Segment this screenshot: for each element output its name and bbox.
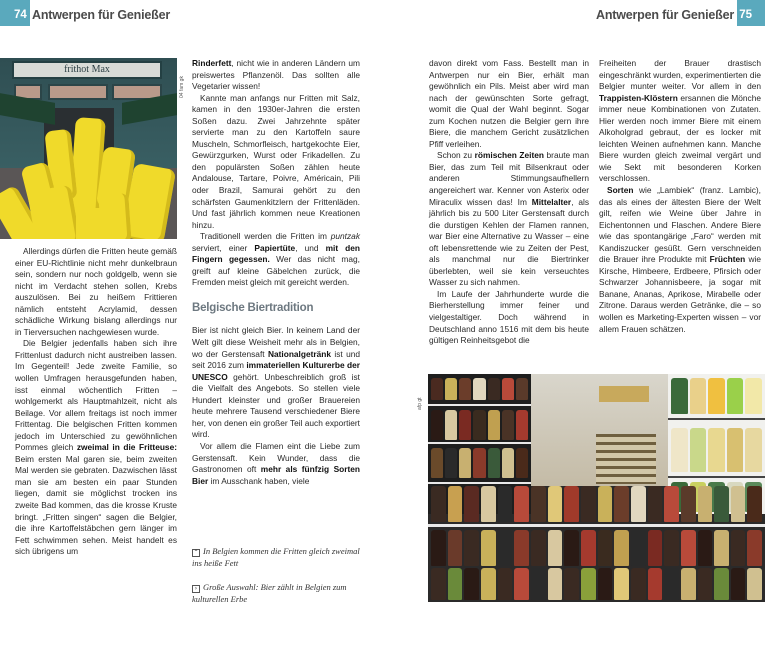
umbrella	[0, 93, 55, 125]
paragraph: davon direkt vom Fass. Bestellt man in Antwerpen nur ein Bier, erhält man gewöhnlich ein Pils. Meist aber wird man nach der gewünschten Sorte gefragt, womit die Qual der Wahl beginnt. Sogar zum Kochen nutzen die Belgier gern ihre Biere, die manchem Gericht zusätzlichen Pfiff verleihen.	[429, 58, 589, 149]
paragraph: Traditionell werden die Fritten im puntzak serviert, einer Papiertüte, und mit den Fingern gegessen. Wer das nicht mag, greift auf kleine Gäbelchen zurück, die Fremden meist gleich mit gereicht werden.	[192, 231, 360, 288]
running-head-right: Antwerpen für Genießer	[596, 8, 734, 22]
caption-beer: › Große Auswahl: Bier zählt in Belgien zum kulturellen Erbe	[192, 582, 347, 604]
paragraph: Im Laufe der Jahrhunderte wurde die Bierherstellung immer feiner und vielgestaltiger. Doch während in Deutschland anno 1516 mit dem bis heute gültigen Reinheitsgebot die	[429, 288, 589, 346]
paragraph: Rinderfett, nicht wie in anderen Ländern um preiswertes Pflanzenöl. Das sollten alle Vegetarier wissen!	[192, 58, 360, 92]
arrow-right-box-icon: ›	[192, 585, 200, 593]
fry-sculpture	[98, 193, 131, 239]
bottom-bottle-row	[428, 568, 765, 600]
shop-window	[48, 84, 108, 100]
page-number-left: 74	[14, 9, 27, 21]
paragraph: Die Belgier jedenfalls haben sich ihre Frittenlust dadurch nicht austreiben lassen. Im Gegenteil! Jede zweite Familie, so wollen Umfragen herausgefunden haben, isst einmal wöchentlich Fritten – wohlgemerkt als Hauptmahlzeit, nicht als Beilage. Vor allem freitags ist noch immer Frittentag. Die belgischen Fritten kommen jedoch im Unterschied zu gewöhnlichen Pommes gleich zweimal in die Fritteuse: Beim ersten Mal garen sie, beim zweiten Mal werden sie gebraten. Dazwischen lässt man sie am besten ein paar Stunden liegen, damit sie möglichst trocken ins zweite Bad kommen, das die krosse Kruste bringt. „Fritten singen“ sagen die Belgier, die ihre Kartoffelstäbchen gern länger im Fett schwimmen sehen. Meist handelt es sich übrigens um	[15, 338, 177, 557]
beer-shop-photo	[428, 374, 765, 602]
ceiling-light	[599, 386, 649, 402]
paragraph: Sorten wie „Lambiek“ (franz. Lambic), das als eines der ältesten Biere der Welt gilt, reifen wie Weine über Jahre in Eichentonnen und Flaschen. Andere Biere wie das spontangärige „Faro“ werden mit Kandiszucker gesüßt. Gern verschneiden die Brauer ihre Produkte mit Früchten wie Kirsche, Himbeere, Erdbeere, Pfirsich oder Schwarzer Johannisbeere, ja sogar mit Banane, Ananas, Aprikose, Mirabelle oder Zitrone. Daraus werden Getränke, die – so wollen es Marketing-Experten wissen – vor allem Frauen schätzen.	[599, 185, 761, 334]
page-number-right: 75	[739, 9, 752, 21]
section-heading: Belgische Biertradition	[192, 301, 314, 314]
arrow-up-box-icon: ⌃	[193, 549, 199, 556]
caption-fries: ⌃ In Belgien kommen die Fritten gleich zweimal ins heiße Fett	[192, 546, 360, 568]
fries-photo	[0, 58, 177, 239]
paragraph: Kannte man anfangs nur Fritten mit Salz, kamen in den 1930er-Jahren die ersten Soßen dazu. Zwei Jahrzehnte später servierte man zu den Kartoffeln saure Muscheln, Schmorfleisch, hartgekochte Eier, Gewürzgurken, Wurst oder Frikadellen. Zu den populärsten Soßen zählen heute Andalouse, Tartare, Poivre, Américain, Pili oder Brazil, Samurai gehört zu den schärfsten Gaumenkitzlern der Frittenläden. Und fast jährlich kommen neue Kreationen hinzu.	[192, 92, 360, 230]
shop-sign: frithot Max	[12, 61, 162, 79]
text-column-1	[15, 246, 177, 558]
paragraph: Vor allem die Flamen eint die Liebe zum Gerstensaft. Kein Wunder, dass die Gastronomen oft mehr als fünfzig Sorten Bier im Ausschank haben, viele	[192, 440, 361, 486]
store-interior	[531, 374, 668, 486]
text-column-3	[429, 58, 589, 347]
text-column-4	[599, 58, 761, 335]
lower-bottle-row	[428, 530, 765, 566]
photo-credit: 04 fam gk	[179, 76, 185, 98]
back-shelves	[596, 434, 656, 484]
paragraph: Allerdings dürfen die Fritten heute gemäß einer EU-Richtlinie nicht mehr dunkelbraun sein, sondern nur noch goldgelb, wenn sie nicht im Verdacht stehen sollen, Krebs auszulösen. Bei zu heißem Frittieren nämlich entsteht Acrylamid, dessen schädliche Wirkung bislang allerdings nur in Tierversuchen nachgewiesen wurde.	[15, 246, 177, 337]
running-head-left: Antwerpen für Genießer	[32, 8, 170, 22]
photo-credit: afp gt	[417, 397, 423, 410]
middle-bottle-row	[428, 486, 765, 522]
photo-captions	[192, 545, 360, 617]
paragraph: Freiheiten der Brauer drastisch eingeschränkt wurden, experimentierten die Belgier munter weiter. Vor allem in den Trappisten-Klöstern ersannen die Mönche immer neue Kombinationen von Zutaten. Hier werden noch immer Biere mit einem Alkoholgrad gebraut, der es locker mit leichten Weinen aufnehmen kann. Manche Biere wurden gleich zweimal vergärt und wie Sekt mit besonderen Korken verschlossen.	[599, 58, 761, 184]
text-column-2	[192, 58, 360, 487]
paragraph: Bier ist nicht gleich Bier. In keinem Land der Welt gilt diese Weisheit mehr als in Belgien, wo der Gerstensaft Nationalgetränk ist und seit 2016 zum immateriellen Kulturerbe der UNESCO gehört. Unbeschreiblich groß ist die Vielfalt des Angebots. So stellen viele Hundert kleinster und großer Brauereien heute mehrere Tausend verschiedener Biere her, von denen ein großer Teil auch exportiert wird.	[192, 325, 361, 440]
paragraph: Schon zu römischen Zeiten braute man Bier, das zum Teil mit Bilsenkraut oder anderen Stimmungsaufhellern angereichert war. Kenner von Asterix oder Miraculix wissen das! Im Mittelalter, als jährlich bis zu 500 Liter Gerstensaft durch die durstigen Kehlen der Flamen rannen, war Bier eine Alternative zu Wasser – eine oft lebensrettende wie zu Zeiten der Pest, als manchmal nur die Biertrinker überlebten, weil sie kein verseuchtes Wasser zu sich nahmen.	[429, 150, 590, 288]
